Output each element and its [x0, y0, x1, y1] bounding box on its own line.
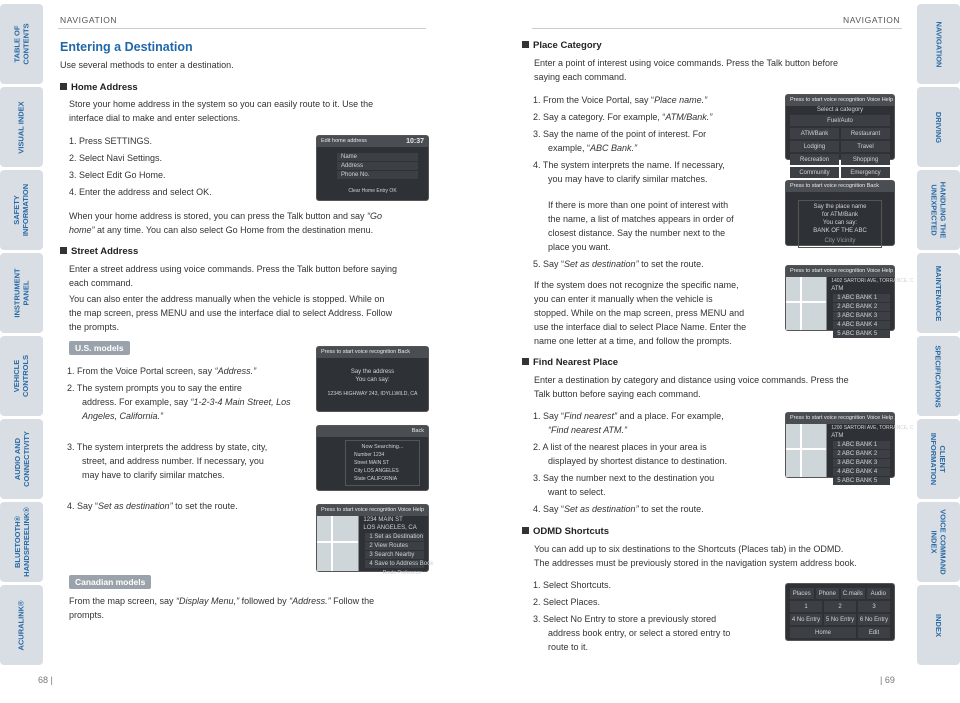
tab-audio-connectivity[interactable]: AUDIO AND CONNECTIVITY [0, 419, 43, 499]
tab-specifications[interactable]: SPECIFICATIONS [917, 336, 960, 416]
place-match-1: If there is more than one point of interest with [548, 200, 729, 210]
home-steps [69, 134, 212, 202]
shortcut-slot: 2 [824, 601, 856, 612]
place-step-4a: 4. The system interprets the name. If necessary, [533, 160, 725, 170]
map-thumbnail [786, 277, 827, 330]
screen-row: 3 Search Nearby [365, 551, 424, 559]
page-number-left: 68 | [38, 675, 53, 685]
tab-maintenance[interactable]: MAINTENANCE [917, 253, 960, 333]
odmd-step-1: 1. Select Shortcuts. [533, 580, 612, 590]
screen-row: 1 Set as Destination [365, 533, 424, 541]
category-screen: Press to start voice recognition Voice Help Select a category Fuel/Auto ATM/Bank Restaurant Lodging Travel Recreation Shopping Community Emergency [785, 94, 895, 160]
home-after-2: home” at any time. You can also select Go Home from the destination menu. [69, 225, 374, 235]
screen-row: State CALIFORNIA [354, 476, 398, 482]
screen-row: City LOS ANGELES [354, 468, 399, 474]
place-text-2: saying each command. [534, 72, 627, 82]
place-step-5: 5. Say “Set as destination” to set the route. [533, 259, 704, 269]
searching-screen: Back Now Searching... Number 1234 Street MAIN ST City LOS ANGELES State CALIFORNIA [316, 425, 429, 491]
category-cell: Emergency [841, 167, 890, 178]
nearest-text-2: Talk button before saying each command. [534, 389, 701, 399]
tab-audio: Audio [867, 588, 891, 599]
category-cell: Lodging [790, 141, 839, 152]
shortcut-slot: 1 [790, 601, 822, 612]
street-step-2a: 2. The system prompts you to say the entire [67, 383, 242, 393]
list-item: 5 ABC BANK 5 [833, 330, 890, 338]
nearest-step-3b: want to select. [548, 487, 606, 497]
home-text-2: interface dial to make and enter selections. [69, 113, 241, 123]
shortcut-slot: 4 No Entry [790, 614, 822, 625]
tab-vehicle-controls[interactable]: VEHICLE CONTROLS [0, 336, 43, 416]
page-title: Entering a Destination [60, 40, 193, 54]
list-item: 2. Select Navi Settings. [69, 153, 163, 163]
home-heading: Home Address [60, 82, 138, 93]
intro-text: Use several methods to enter a destination. [60, 60, 234, 70]
place-match-4: place you want. [548, 242, 611, 252]
place-note-2: you can enter it manually when the vehicle is [534, 294, 713, 304]
tab-safety-information[interactable]: SAFETY INFORMATION [0, 170, 43, 250]
list-item: 4 ABC BANK 4 [833, 468, 890, 476]
screen-row: Number 1234 [354, 452, 385, 458]
street-heading: Street Address [60, 246, 138, 257]
address-map-screen: Press to start voice recognition Voice Help 1234 MAIN ST LOS ANGELES, CA 1 Set as Destination 2 View Routes 3 Search Nearby 4 Save to Address Book Route Preference [316, 504, 429, 572]
edit-shortcut: Edit [858, 627, 890, 638]
canada-text-2: prompts. [69, 610, 105, 620]
place-text-1: Enter a point of interest using voice commands. Press the Talk button before [534, 58, 839, 68]
nearest-list-screen: Press to start voice recognition Voice Help 1200 SARTORI AVE, TORRANCE, C ATM 1 ABC BANK 1 2 ABC BANK 2 3 ABC BANK 3 4 ABC BANK 4 5 ABC BANK 5 [785, 412, 895, 478]
place-note-1: If the system does not recognize the specific name, [534, 280, 739, 290]
category-cell: Restaurant [841, 128, 890, 139]
category-cell: Fuel/Auto [790, 115, 890, 126]
place-step-1: 1. From the Voice Portal, say “Place name.” [533, 95, 708, 105]
tab-navigation[interactable]: NAVIGATION [917, 4, 960, 84]
list-item: 4. Enter the address and select OK. [69, 187, 212, 197]
nearest-step-2b: displayed by shortest distance to destination. [548, 456, 728, 466]
poi-list-screen: Press to start voice recognition Voice Help 1402 SARTORI AVE, TORRANCE, C ATM 1 ABC BANK 1 2 ABC BANK 2 3 ABC BANK 3 4 ABC BANK 4 5 ABC BANK 5 [785, 265, 895, 331]
right-chapter-tabs [917, 4, 960, 668]
list-item: 3. Select Edit Go Home. [69, 170, 166, 180]
nearest-text-1: Enter a destination by category and distance using voice commands. Press the [534, 375, 849, 385]
tab-index[interactable]: INDEX [917, 585, 960, 665]
list-item: 5 ABC BANK 5 [833, 477, 890, 485]
list-item: 4 ABC BANK 4 [833, 321, 890, 329]
street-step-1: 1. From the Voice Portal screen, say “Address.” [67, 366, 257, 376]
home-shortcut: Home [790, 627, 856, 638]
odmd-step-3c: route to it. [548, 642, 589, 652]
nearest-step-1a: 1. Say “Find nearest” and a place. For example, [533, 411, 724, 421]
street-text-5: the prompts. [69, 322, 120, 332]
canadian-models-badge: Canadian models [69, 575, 151, 589]
street-text-4: the map screen, press MENU and use the interface dial to select Address. Follow [69, 308, 393, 318]
map-thumbnail [317, 516, 359, 571]
list-item: 1 ABC BANK 1 [833, 441, 890, 449]
odmd-text-2: The addresses must be previously stored in the navigation system address book. [534, 558, 857, 568]
tab-bluetooth[interactable]: BLUETOOTH® HANDSFREELINK® [0, 502, 43, 582]
list-item: 3 ABC BANK 3 [833, 312, 890, 320]
odmd-text-1: You can add up to six destinations to the Shortcuts (Places tab) in the ODMD. [534, 544, 844, 554]
home-after-1: When your home address is stored, you can press the Talk button and say “Go [69, 211, 383, 221]
header-rule-right [532, 28, 902, 29]
tab-handling-unexpected[interactable]: HANDLING THE UNEXPECTED [917, 170, 960, 250]
poi-voice-screen: Press to start voice recognition Back Say the place name for ATM/Bank You can say: BANK OF THE ABC City Vicinity [785, 180, 895, 246]
odmd-step-3b: address book entry, or select a stored entry to [548, 628, 731, 638]
street-step-3a: 3. The system interprets the address by state, city, [67, 442, 268, 452]
tab-phone: Phone [816, 588, 840, 599]
tab-places: Places [790, 588, 814, 599]
nearest-step-4: 4. Say “Set as destination” to set the route. [533, 504, 704, 514]
place-step-4b: you may have to clarify similar matches. [548, 174, 708, 184]
nearest-step-3a: 3. Say the number next to the destination you [533, 473, 715, 483]
screen-row: 2 View Routes [365, 542, 424, 550]
street-text-1: Enter a street address using voice commands. Press the Talk button before saying [69, 264, 398, 274]
street-step-3c: may have to clarify similar matches. [82, 470, 225, 480]
tab-cmails: C.mails [841, 588, 865, 599]
odmd-step-2: 2. Select Places. [533, 597, 601, 607]
place-note-4: use the interface dial to select Place Name. Enter the [534, 322, 747, 332]
place-match-2: the name, a list of matches appears in order of [548, 214, 734, 224]
home-text-1: Store your home address in the system so you can easily route to it. Use the [69, 99, 374, 109]
tab-visual-index[interactable]: VISUAL INDEX [0, 87, 43, 167]
street-step-2c: Angeles, California.” [82, 411, 164, 421]
category-cell: ATM/Bank [790, 128, 839, 139]
place-note-3: stopped. While on the map screen, press MENU and [534, 308, 745, 318]
shortcut-slot: 5 No Entry [824, 614, 856, 625]
list-item: 2 ABC BANK 2 [833, 303, 890, 311]
header-rule-left [58, 28, 426, 29]
street-step-2b: address. For example, say “1-2-3-4 Main Street, Los [82, 397, 291, 407]
place-step-2: 2. Say a category. For example, “ATM/Bank.” [533, 112, 713, 122]
edit-home-screen: Edit home address 10:37 Name Address Phone No. Clear Home Entry OK [316, 135, 429, 201]
place-heading: Place Category [522, 40, 602, 51]
category-cell: Shopping [841, 154, 890, 165]
street-text-2: each command. [69, 278, 134, 288]
screen-row: Phone No. [337, 171, 418, 179]
tab-acuralink[interactable]: ACURALINK® [0, 585, 43, 665]
tab-table-of-contents[interactable]: TABLE OF CONTENTS [0, 4, 43, 84]
tab-instrument-panel[interactable]: INSTRUMENT PANEL [0, 253, 43, 333]
category-cell: Recreation [790, 154, 839, 165]
screen-row: Name [337, 153, 418, 161]
page-header-left: NAVIGATION [60, 15, 118, 25]
tab-client-information[interactable]: CLIENT INFORMATION [917, 419, 960, 499]
odmd-shortcuts-screen [785, 583, 895, 641]
canada-text-1: From the map screen, say “Display Menu,” followed by “Address.” Follow the [69, 596, 375, 606]
tab-voice-command-index[interactable]: VOICE COMMAND INDEX [917, 502, 960, 582]
shortcut-slot: 3 [858, 601, 890, 612]
screen-row: Street MAIN ST [354, 460, 390, 466]
screen-row: 4 Save to Address Book [365, 560, 424, 568]
odmd-heading: ODMD Shortcuts [522, 526, 609, 537]
street-step-4: 4. Say “Set as destination” to set the route. [67, 501, 238, 511]
list-item: 1 ABC BANK 1 [833, 294, 890, 302]
category-cell: Community [790, 167, 839, 178]
list-item: 1. Press SETTINGS. [69, 136, 153, 146]
us-models-badge: U.S. models [69, 341, 130, 355]
page-number-right: | 69 [880, 675, 895, 685]
left-chapter-tabs [0, 4, 43, 668]
screen-row: Address [337, 162, 418, 170]
map-thumbnail [786, 424, 827, 477]
nearest-heading: Find Nearest Place [522, 357, 618, 368]
page-header-right: NAVIGATION [843, 15, 901, 25]
street-text-3: You can also enter the address manually when the vehicle is stopped. While on [69, 294, 385, 304]
list-item: 2 ABC BANK 2 [833, 450, 890, 458]
shortcut-slot: 6 No Entry [858, 614, 890, 625]
tab-driving[interactable]: DRIVING [917, 87, 960, 167]
list-item: 3 ABC BANK 3 [833, 459, 890, 467]
place-step-3a: 3. Say the name of the point of interest. For [533, 129, 707, 139]
nearest-step-1b: “Find nearest ATM.” [548, 425, 628, 435]
place-step-3b: example, “ABC Bank.” [548, 143, 638, 153]
street-step-3b: street, and address number. If necessary, you [82, 456, 264, 466]
category-cell: Travel [841, 141, 890, 152]
place-match-3: closest distance. Say the number next to the [548, 228, 726, 238]
place-note-5: name one letter at a time, and follow the prompts. [534, 336, 732, 346]
odmd-step-3a: 3. Select No Entry to store a previously stored [533, 614, 717, 624]
voice-address-screen: Press to start voice recognition Back Say the address You can say: 12345 HIGHWAY 243, IDYLLWILD, CA [316, 346, 429, 412]
nearest-step-2a: 2. A list of the nearest places in your area is [533, 442, 707, 452]
